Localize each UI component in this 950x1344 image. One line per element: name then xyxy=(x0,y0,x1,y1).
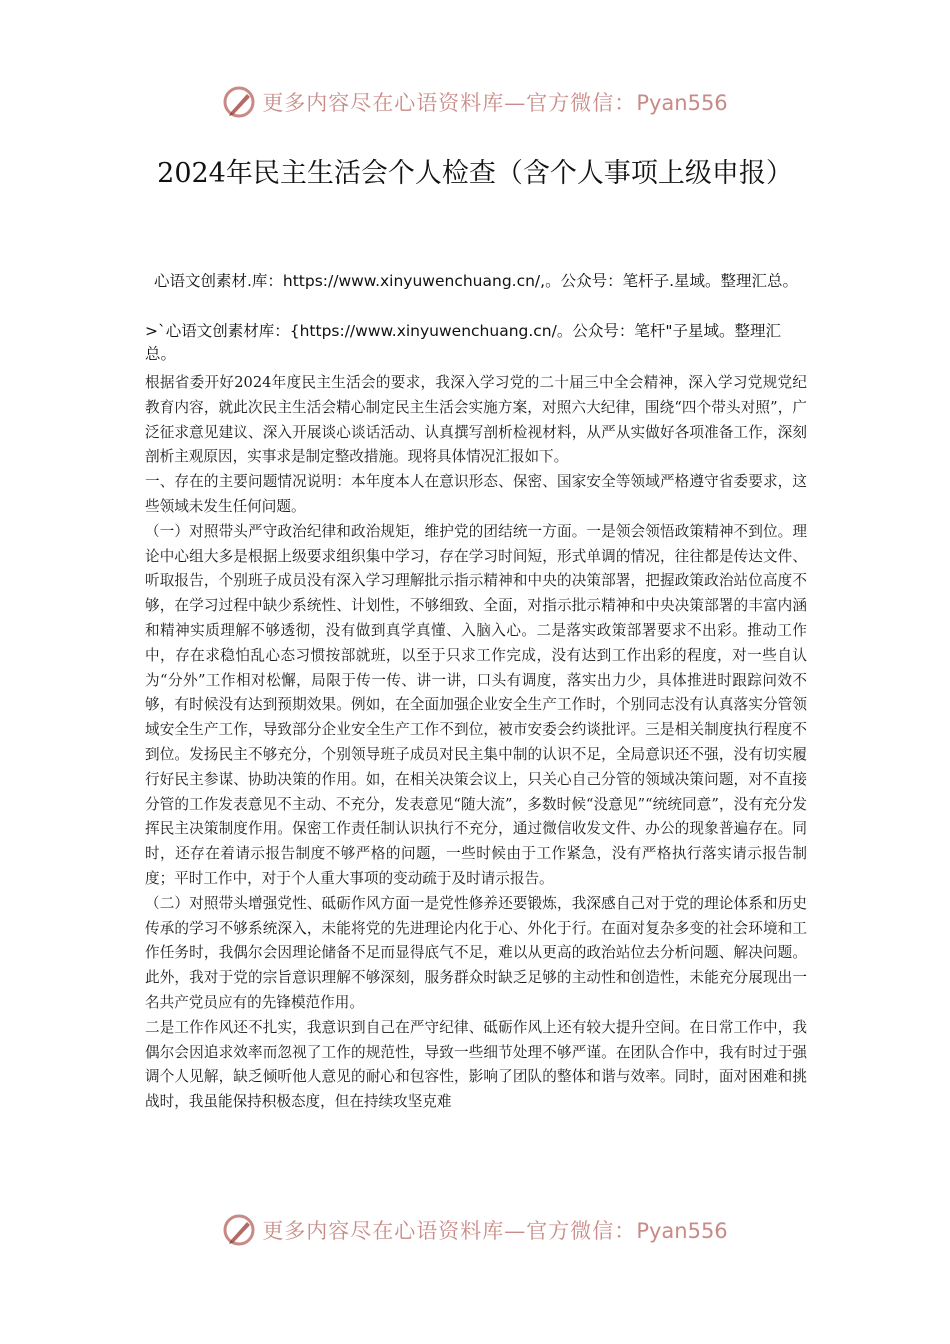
paragraph-subsection-2-point-2: 二是工作作风还不扎实，我意识到自己在严守纪律、砥砺作风上还有较大提升空间。在日常工作中，我偶尔会因追求效率而忽视了工作的规范性，导致一些细节处理不够严谨。在团队合作中，我有时过于强调个人见解，缺乏倾听他人意见的耐心和包容性，影响了团队的整体和谐与效率。同时，面对困难和挑战时，我虽能保持积极态度，但在持续攻坚克难 xyxy=(145,1018,807,1111)
banner-text xyxy=(262,1215,727,1245)
wechat-account: Pyan556 xyxy=(636,1219,728,1243)
banner-label: 更多内容尽在心语资料库—官方微信： xyxy=(262,91,637,115)
paragraph-subsection-2: （二）对照带头增强党性、砥砺作风方面一是党性修养还要锻炼，我深感自己对于党的理论体系和历史传承的学习不够系统深入，未能将党的先进理论内化于心、外化于行。在面对复杂多变的社会环境和工作任务时，我偶尔会因理论储备不足而显得底气不足，难以从更高的政治站位去分析问题、解决问题。此外，我对于党的宗旨意识理解不够深刻，服务群众时缺乏足够的主动性和创造性，未能充分展现出一名共产党员应有的先锋模范作用。 xyxy=(145,894,807,1011)
banner-content xyxy=(222,1213,727,1247)
paragraph-section-1: 一、存在的主要问题情况说明：本年度本人在意识形态、保密、国家安全等领域严格遵守省委要求，这些领域未发生任何问题。 xyxy=(145,473,807,515)
document-title: 2024年民主生活会个人检查（含个人事项上级申报） xyxy=(157,158,793,189)
banner-text xyxy=(262,87,727,117)
intro-line-1: 心语文创素材.库：https://www.xinyuwenchuang.cn/,。公众号：笔杆子.星域。整理汇总。 xyxy=(153,272,799,290)
intro-line-2: >`心语文创素材库：{https://www.xinyuwenchuang.cn/。公众号：笔杆"子星域。整理汇总。 xyxy=(145,322,781,363)
wechat-account: Pyan556 xyxy=(636,91,728,115)
footer-banner[interactable] xyxy=(0,1210,950,1250)
pen-circle-logo-icon xyxy=(222,85,256,119)
banner-content xyxy=(222,85,727,119)
pen-circle-logo-icon xyxy=(222,1213,256,1247)
document-body xyxy=(145,371,807,1115)
paragraph-intro: 根据省委开好2024年度民主生活会的要求，我深入学习党的二十届三中全会精神，深入学习党规党纪教育内容，就此次民主生活会精心制定民主生活会实施方案，对照六大纪律，围绕“四个带头对照”，广泛征求意见建议、深入开展谈心谈话活动、认真撰写剖析检视材料，从严从实做好各项准备工作，深刻剖析主观原因，实事求是制定整改措施。现将具体情况汇报如下。 xyxy=(145,374,807,466)
banner-label: 更多内容尽在心语资料库—官方微信： xyxy=(262,1219,637,1243)
paragraph-subsection-1: （一）对照带头严守政治纪律和政治规矩，维护党的团结统一方面。一是领会领悟政策精神不到位。理论中心组大多是根据上级要求组织集中学习，存在学习时间短，形式单调的情况，往往都是传达文件、听取报告，个别班子成员没有深入学习理解批示指示精神和中央的决策部署，把握政策政治站位高度不够，在学习过程中缺少系统性、计划性，不够细致、全面，对指示批示精神和中央决策部署的丰富内涵和精神实质理解不够透彻，没有做到真学真懂、入脑入心。二是落实政策部署要求不出彩。推动工作中，存在求稳怕乱心态习惯按部就班，以至于只求工作完成，没有达到工作出彩的程度，对一些自认为“分外”工作相对松懈，局限于传一传、讲一讲，口头有调度，落实出力少，具体推进时跟踪问效不够，有时候没有达到预期效果。例如，在全面加强企业安全生产工作时，个别同志没有认真落实分管领域安全生产工作，导致部分企业安全生产工作不到位，被市安委会约谈批评。三是相关制度执行程度不到位。发扬民主不够充分，个别领导班子成员对民主集中制的认识不足，全局意识还不强，没有切实履行好民主参谋、协助决策的作用。如，在相关决策会议上，只关心自己分管的领域决策问题，对不直接分管的工作发表意见不主动、不充分，发表意见“随大流”，多数时候“没意见”“统统同意”，没有充分发挥民主决策制度作用。保密工作责任制认识执行不充分，通过微信收发文件、办公的现象普遍存在。同时，还存在着请示报告制度不够严格的问题，一些时候由于工作紧急，没有严格执行落实请示报告制度；平时工作中，对于个人重大事项的变动疏于及时请示报告。 xyxy=(145,522,807,887)
header-banner[interactable] xyxy=(0,82,950,122)
